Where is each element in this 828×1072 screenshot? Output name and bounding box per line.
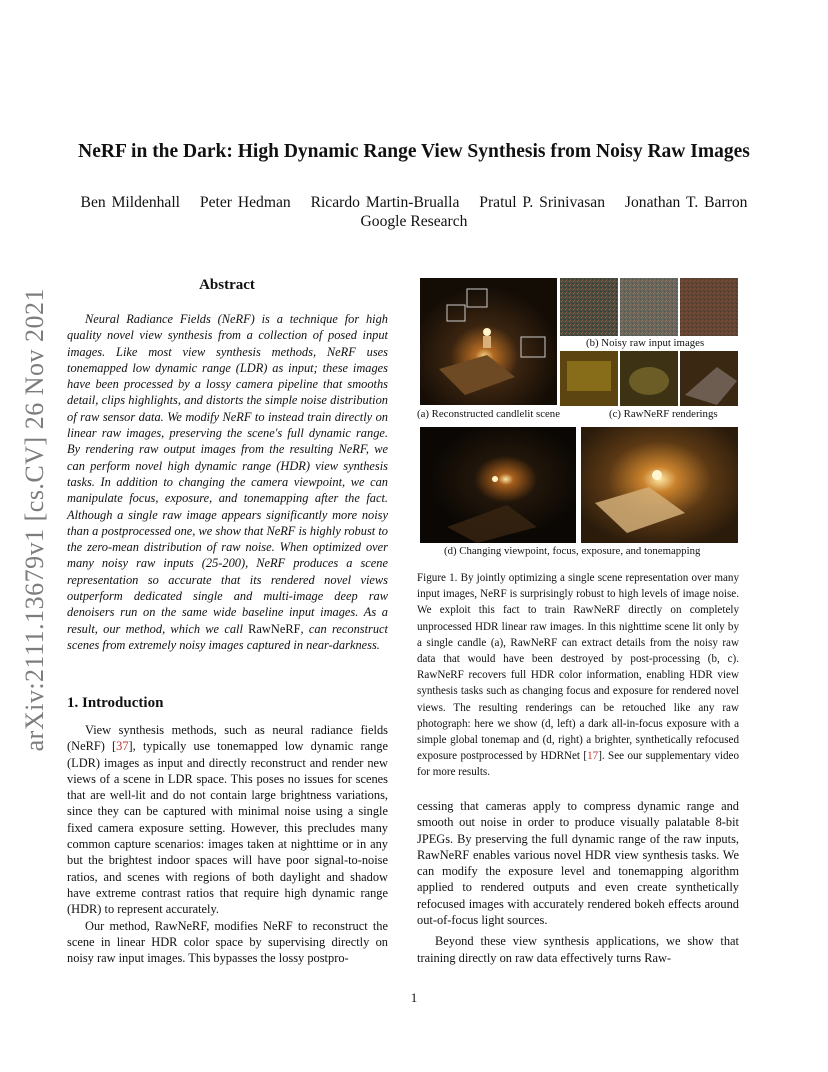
arxiv-id: arXiv:2111.13679v1 [cs.CV] 26 Nov 2021 <box>20 288 49 752</box>
figure-label-a: (a) Reconstructed candlelit scene <box>417 408 560 420</box>
caption-text: ]. See our supplementary video for more results. <box>417 750 739 779</box>
abstract-heading: Abstract <box>199 277 255 293</box>
figure-label-b: (b) Noisy raw input images <box>586 337 705 349</box>
text-run: View synthesis methods, such as neural radiance fields (NeRF) [ <box>67 723 388 754</box>
paper-title: NeRF in the Dark: High Dynamic Range View Synthesis from Noisy Raw Images <box>78 141 750 162</box>
section-heading-introduction: 1. Introduction <box>67 695 164 711</box>
candle <box>483 336 491 348</box>
abstract-text <box>67 311 388 653</box>
author: Ricardo Martin-Brualla <box>310 194 460 211</box>
paragraph: Our method, RawNeRF, modifies NeRF to reconstruct the scene in linear HDR color space by supervising directly on noisy raw input images. This bypasses the lossy postpro- <box>67 918 388 966</box>
text-run: ], typically use tonemapped low dynamic range (LDR) images as input and directly reconstruct and render new views of a scene in LDR space. This poses no issues for scenes that are well-lit and do not contain large brightness variations, since they can be captured with minimal noise using a single fixed camera exposure setting. However, this precludes many common capture scenarios: images taken at nighttime or in any but the brightest indoor spaces will have poor signal-to-noise ratios, and scenes with regions of both daylight and shadow have extreme contrast ratios that require high dynamic range (HDR) to represent accurately. <box>67 739 388 917</box>
citation-link[interactable]: 17 <box>587 750 599 763</box>
author: Jonathan T. Barron <box>624 194 748 211</box>
figure-label-c: (c) RawNeRF renderings <box>609 408 718 420</box>
figure-caption <box>417 570 739 781</box>
abstract-body: Neural Radiance Fields (NeRF) is a technique for high quality novel view synthesis from a collection of posed input images. Like most view synthesis methods, NeRF uses tonemapped low dynamic range (LDR) as input; these images have been processed by a lossy camera pipeline that smooths detail, clips highlights, and distorts the simple noise distribution of raw sensor data. We modify NeRF to instead train directly on linear raw images, preserving the scene's full dynamic range. By rendering raw output images from the resulting NeRF, we can perform novel high dynamic range (HDR) view synthesis tasks. In addition to changing the camera viewpoint, we can manipulate focus, exposure, and tonemapping after the fact. Although a single raw image appears significantly more noisy than a postprocessed one, we show that NeRF is highly robust to the zero-mean distribution of raw noise. When optimized over many noisy raw inputs (25-200), NeRF produces a scene representation so accurate that its rendered novel views outperform dedicated single and multi-image deep raw denoisers run on the same wide baseline input images. As a result, our method, which we call <box>67 312 388 636</box>
method-name: RawNeRF <box>248 621 301 636</box>
author-list <box>0 194 828 212</box>
figure-1-images <box>417 277 739 567</box>
arxiv-stamp <box>20 280 50 760</box>
figure-1 <box>417 277 739 567</box>
author: Ben Mildenhall <box>80 194 180 211</box>
citation-link[interactable]: 37 <box>116 739 129 754</box>
abstract-body-end: , can reconstruct scenes from extremely noisy images captured in near-darkness. <box>67 621 388 652</box>
image-refocused-bright <box>581 427 738 543</box>
right-column-text <box>417 798 739 966</box>
author: Peter Hedman <box>199 194 291 211</box>
introduction-text <box>67 722 388 966</box>
paragraph: Beyond these view synthesis applications, we show that training directly on raw data effectively turns Raw- <box>417 934 739 965</box>
page-number: 1 <box>410 990 418 1005</box>
paragraph: cessing that cameras apply to compress dynamic range and smooth out noise in order to produce visually palatable 8-bit JPEGs. By preserving the full dynamic range of the raw inputs, RawNeRF enables various novel HDR view synthesis tasks. We can modify the exposure level and tonemapping algorithm applied to rendered outputs and even create synthetically refocused images with accurately rendered bokeh effects around out-of-focus light sources. <box>417 799 739 928</box>
paragraph <box>67 722 388 918</box>
image-noisy-raw-2 <box>620 278 678 336</box>
figure-label-d: (d) Changing viewpoint, focus, exposure, and tonemapping <box>444 545 701 557</box>
affiliation: Google Research <box>360 213 468 230</box>
candle-flame <box>483 328 491 336</box>
image-noisy-raw-1 <box>560 278 618 336</box>
caption-text: Figure 1. By jointly optimizing a single scene representation over many input images, NeRF is surprisingly robust to high levels of image noise. We exploit this fact to train RawNeRF directly on completely unprocessed HDR linear raw images. In this nighttime scene lit only by a single candle (a), RawNeRF can extract details from the noisy raw data that would have been destroyed by post-processing (b, c). RawNeRF recovers full HDR color information, enabling HDR view synthesis tasks such as changing focus and exposure for rendered novel views. The resulting renderings can be retouched like any raw photograph: here we show (d, left) a dark all-in-focus exposure with a simple global tonemap and (d, right) a brighter, synthetically refocused exposure postprocessed by HDRNet [ <box>417 572 739 763</box>
author: Pratul P. Srinivasan <box>479 194 606 211</box>
